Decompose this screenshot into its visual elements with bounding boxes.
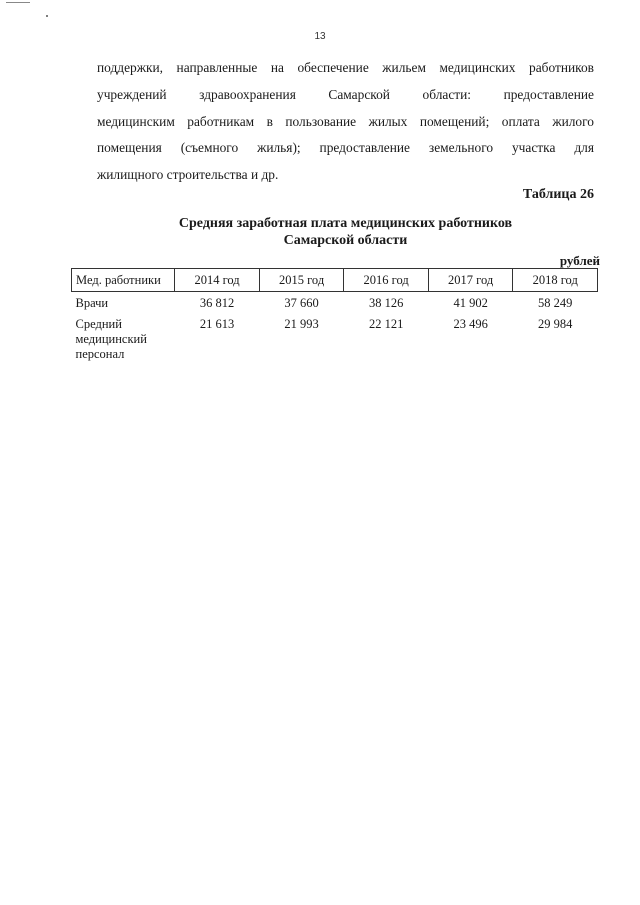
scan-artifact [6,2,30,3]
paragraph-line: поддержки, направленные на обеспечение жильем медицинских работников [97,60,594,75]
salary-table [71,268,598,364]
page-number: 13 [314,31,326,42]
table-cell: 22 121 [368,317,404,331]
table-cell: 37 660 [284,296,319,310]
table-caption: Таблица 26 [522,187,594,202]
table-title-line: Самарской области [283,233,408,248]
table-title [97,215,594,249]
column-header: 2014 год [175,269,260,292]
table-cell: 41 902 [453,296,488,310]
column-header: Мед. работники [72,269,175,292]
row-label: Врачи [75,296,109,310]
table-header-row [72,269,598,292]
table-cell: 21 613 [199,317,235,331]
column-header: 2015 год [259,269,344,292]
column-header: 2016 год [344,269,429,292]
paragraph-line: медицинским работникам в пользование жилых помещений; оплата жилого [97,113,594,129]
table-cell: 23 496 [453,317,488,331]
column-header: 2017 год [428,269,513,292]
paragraph-line: учреждений здравоохранения Самарской области: предоставление [97,86,594,102]
table-row [72,292,598,314]
table-cell: 58 249 [538,296,573,310]
table-cell: 38 126 [368,296,404,310]
paragraph-line: помещения (съемного жилья); предоставление земельного участка для [97,140,594,156]
table-cell: 36 812 [199,296,235,310]
scan-artifact-dot [46,15,48,17]
row-label: Средний медицинский персонал [75,317,147,361]
paragraph-line: жилищного строительства и др. [97,167,279,183]
body-paragraph [97,55,594,189]
column-header: 2018 год [513,269,598,292]
table-cell: 21 993 [284,317,319,331]
table-title-line: Средняя заработная плата медицинских работников [178,216,513,231]
table-cell: 29 984 [538,317,573,331]
table-row [72,313,598,364]
unit-label: рублей [559,253,600,268]
